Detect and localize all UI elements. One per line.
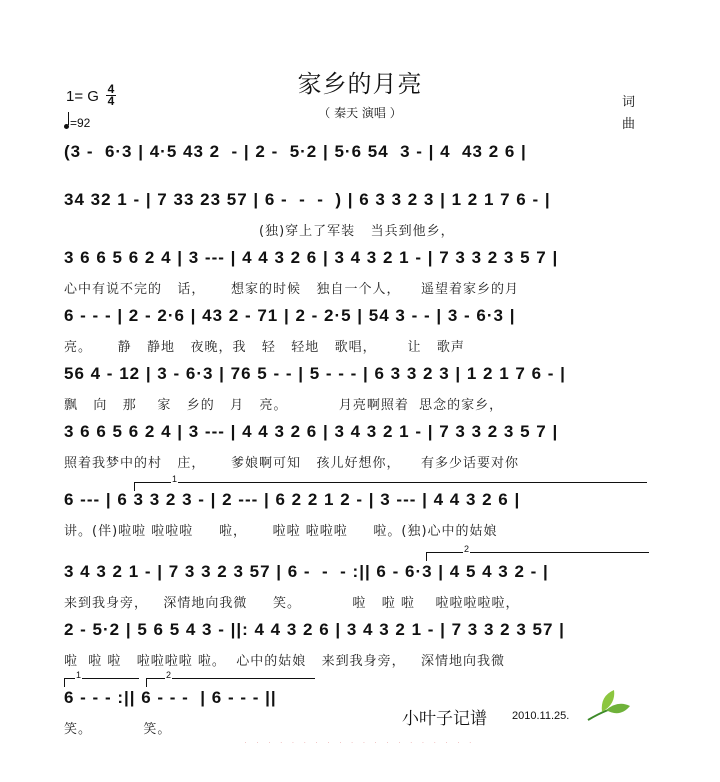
tempo-marking (64, 114, 90, 130)
lyrics: 笑。 笑。 (64, 722, 172, 737)
lyrics: 讲。(伴)啦啦 啦啦啦 啦， 啦啦 啦啦啦 啦。(独)心中的姑娘 (64, 524, 498, 539)
transcriber-signature: 小叶子记谱 (402, 709, 487, 729)
notation: 3 4 3 2 1 - | 7 3 3 2 3 57 | 6 - - - :|| 6 - 6·3 | 4 5 4 3 2 - | (64, 562, 549, 581)
key-signature: 1= G (66, 88, 99, 105)
notation: (3 - 6·3 | 4·5 43 2 - | 2 - 5·2 | 5·6 54 3 - | 4 43 2 6 | (64, 142, 527, 161)
transcription-date: 2010.11.25. (512, 710, 570, 722)
volta-bracket-final-2: 2 (146, 678, 315, 687)
notation: 6 --- | 6 3 3 2 3 - | 2 --- | 6 2 2 1 2 - | 3 --- | 4 4 3 2 6 | (64, 490, 521, 509)
lyrics: 亮。 静 静地 夜晚，我 轻 轻地 歌唱， 让 歌声 (64, 340, 465, 355)
notation: 3 6 6 5 6 2 4 | 3 --- | 4 4 3 2 6 | 3 4 3 2 1 - | 7 3 3 2 3 5 7 | (64, 422, 559, 441)
time-signature (106, 84, 116, 107)
lyrics: 啦 啦 啦 啦啦啦啦 啦。 心中的姑娘 来到我身旁， 深情地向我微 (64, 654, 505, 669)
lyrics: 照着我梦中的村 庄， 爹娘啊可知 孩儿好想你， 有多少话要对你 (64, 456, 519, 471)
lyrics: 心中有说不完的 话， 想家的时候 独自一个人， 遥望着家乡的月 (64, 282, 519, 297)
tempo-value: =92 (70, 116, 91, 130)
credits (622, 92, 635, 136)
volta-bracket-2: 2 (426, 552, 649, 561)
notation: 3 6 6 5 6 2 4 | 3 --- | 4 4 3 2 6 | 3 4 3 2 1 - | 7 3 3 2 3 5 7 | (64, 248, 559, 267)
performer-subtitle: （ 秦天 演唱 ） (318, 106, 402, 120)
composer-label: 曲 (622, 117, 636, 132)
lyrics: 飘 向 那 家 乡的 月 亮。 月亮啊照着 思念的家乡， (64, 398, 504, 413)
page-title: 家乡的月亮 (297, 70, 423, 98)
time-signature-top: 4 (107, 82, 115, 96)
notation: 2 - 5·2 | 5 6 5 4 3 - ||: 4 4 3 2 6 | 3 4 3 2 1 - | 7 3 3 2 3 57 | (64, 620, 565, 639)
quarter-note-stem (68, 112, 69, 125)
notation: 6 - - - | 2 - 2·6 | 43 2 - 71 | 2 - 2·5 | 54 3 - - | 3 - 6·3 | (64, 306, 516, 325)
time-signature-bottom: 4 (107, 94, 115, 108)
notation: 34 32 1 - | 7 33 23 57 | 6 - - - ) | 6 3 3 2 3 | 1 2 1 7 6 - | (64, 190, 551, 209)
volta-bracket-1: 1 (134, 482, 647, 491)
volta-bracket-final-1: 1 (64, 678, 139, 687)
lyrics: 来到我身旁， 深情地向我微 笑。 啦 啦 啦 啦啦啦啦啦， (64, 596, 520, 611)
lyrics: (独)穿上了军装 当兵到他乡， (64, 224, 455, 239)
notation: 6 - - - :|| 6 - - - | 6 - - - || (64, 688, 277, 707)
lyricist-label: 词 (622, 95, 636, 110)
watermark-text: · · · · · · · · · · · · · · · · · · · · (244, 740, 476, 747)
notation: 56 4 - 12 | 3 - 6·3 | 76 5 - - | 5 - - - | 6 3 3 2 3 | 1 2 1 7 6 - | (64, 364, 566, 383)
leaf-icon (584, 688, 632, 724)
